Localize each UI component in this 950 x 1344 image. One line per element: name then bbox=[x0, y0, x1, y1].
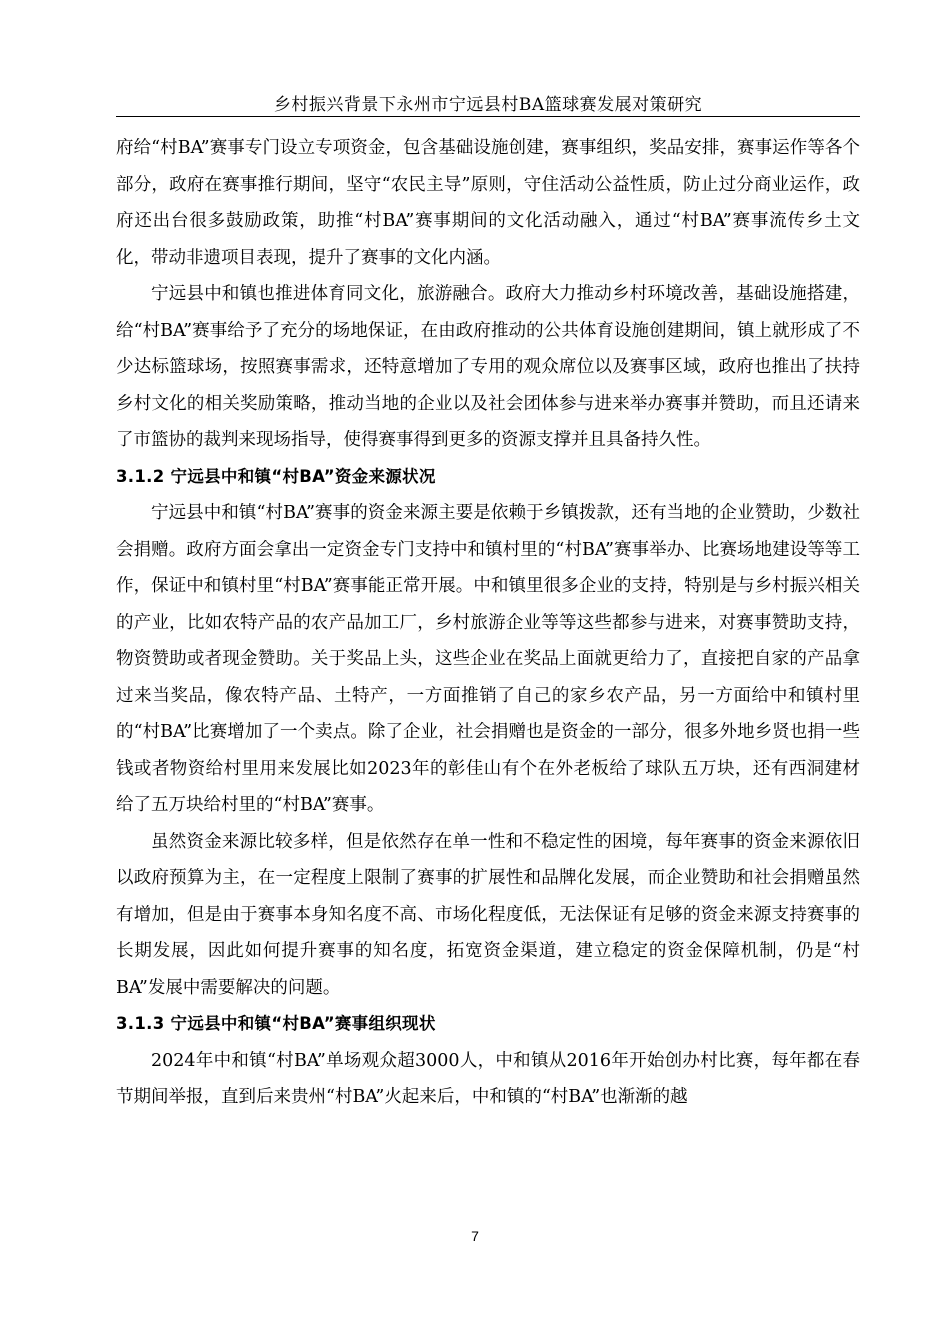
section-heading-organization: 3.1.3 宁远县中和镇“村BA”赛事组织现状 bbox=[116, 1014, 436, 1033]
paragraph-venue-support: 宁远县中和镇也推进体育同文化，旅游融合。政府大力推动乡村环境改善，基础设施搭建，给“村BA”赛事给予了充分的场地保证，在由政府推动的公共体育设施创建期间，镇上就形成了不少达标篮球场，按照赛事需求，还特意增加了专用的观众席位以及赛事区域，政府也推出了扶持乡村文化的相关奖励策略，推动当地的企业以及社会团体参与进来举办赛事并赞助，而且还请来了市篮协的裁判来现场指导，使得赛事得到更多的资源支撑并且具备持久性。 bbox=[116, 284, 860, 450]
document-body bbox=[116, 130, 860, 1116]
section-heading-funding: 3.1.2 宁远县中和镇“村BA”资金来源状况 bbox=[116, 466, 436, 486]
paragraph-continued: 府给“村BA”赛事专门设立专项资金，包含基础设施创建，赛事组织，奖品安排，赛事运作等各个部分，政府在赛事推行期间，坚守“农民主导”原则，守住活动公益性质，防止过分商业运作，政府还出台很多鼓励政策，助推“村BA”赛事期间的文化活动融入，通过“村BA”赛事流传乡土文化，带动非遗项目表现，提升了赛事的文化内涵。 bbox=[116, 138, 860, 268]
page-number: 7 bbox=[471, 1228, 479, 1244]
paragraph-funding-problems: 虽然资金来源比较多样，但是依然存在单一性和不稳定性的困境，每年赛事的资金来源依旧以政府预算为主，在一定程度上限制了赛事的扩展性和品牌化发展，而企业赞助和社会捐赠虽然有增加，但是由于赛事本身知名度不高、市场化程度低，无法保证有足够的资金来源支持赛事的长期发展，因此如何提升赛事的知名度，拓宽资金渠道，建立稳定的资金保障机制，仍是“村BA”发展中需要解决的问题。 bbox=[116, 831, 860, 998]
header-divider bbox=[116, 116, 860, 117]
paragraph-organization: 2024年中和镇“村BA”单场观众超3000人，中和镇从2016年开始创办村比赛，每年都在春节期间举报，直到后来贵州“村BA”火起来后，中和镇的“村BA”也渐渐的越 bbox=[116, 1050, 860, 1107]
paragraph-funding-sources: 宁远县中和镇“村BA”赛事的资金来源主要是依赖于乡镇拨款，还有当地的企业赞助，少数社会捐赠。政府方面会拿出一定资金专门支持中和镇村里的“村BA”赛事举办、比赛场地建设等等工作，保证中和镇村里“村BA”赛事能正常开展。中和镇里很多企业的支持，特别是与乡村振兴相关的产业，比如农特产品的农产品加工厂，乡村旅游企业等等这些都参与进来，对赛事赞助支持，物资赞助或者现金赞助。关于奖品上头，这些企业在奖品上面就更给力了，直接把自家的产品拿过来当奖品，像农特产品、土特产，一方面推销了自己的家乡农产品，另一方面给中和镇村里的“村BA”比赛增加了一个卖点。除了企业，社会捐赠也是资金的一部分，很多外地乡贤也捐一些钱或者物资给村里用来发展比如2023年的彰佳山有个在外老板给了球队五万块，还有西洞建材给了五万块给村里的“村BA”赛事。 bbox=[116, 503, 860, 815]
running-header-title: 乡村振兴背景下永州市宁远县村BA篮球赛发展对策研究 bbox=[273, 95, 703, 115]
